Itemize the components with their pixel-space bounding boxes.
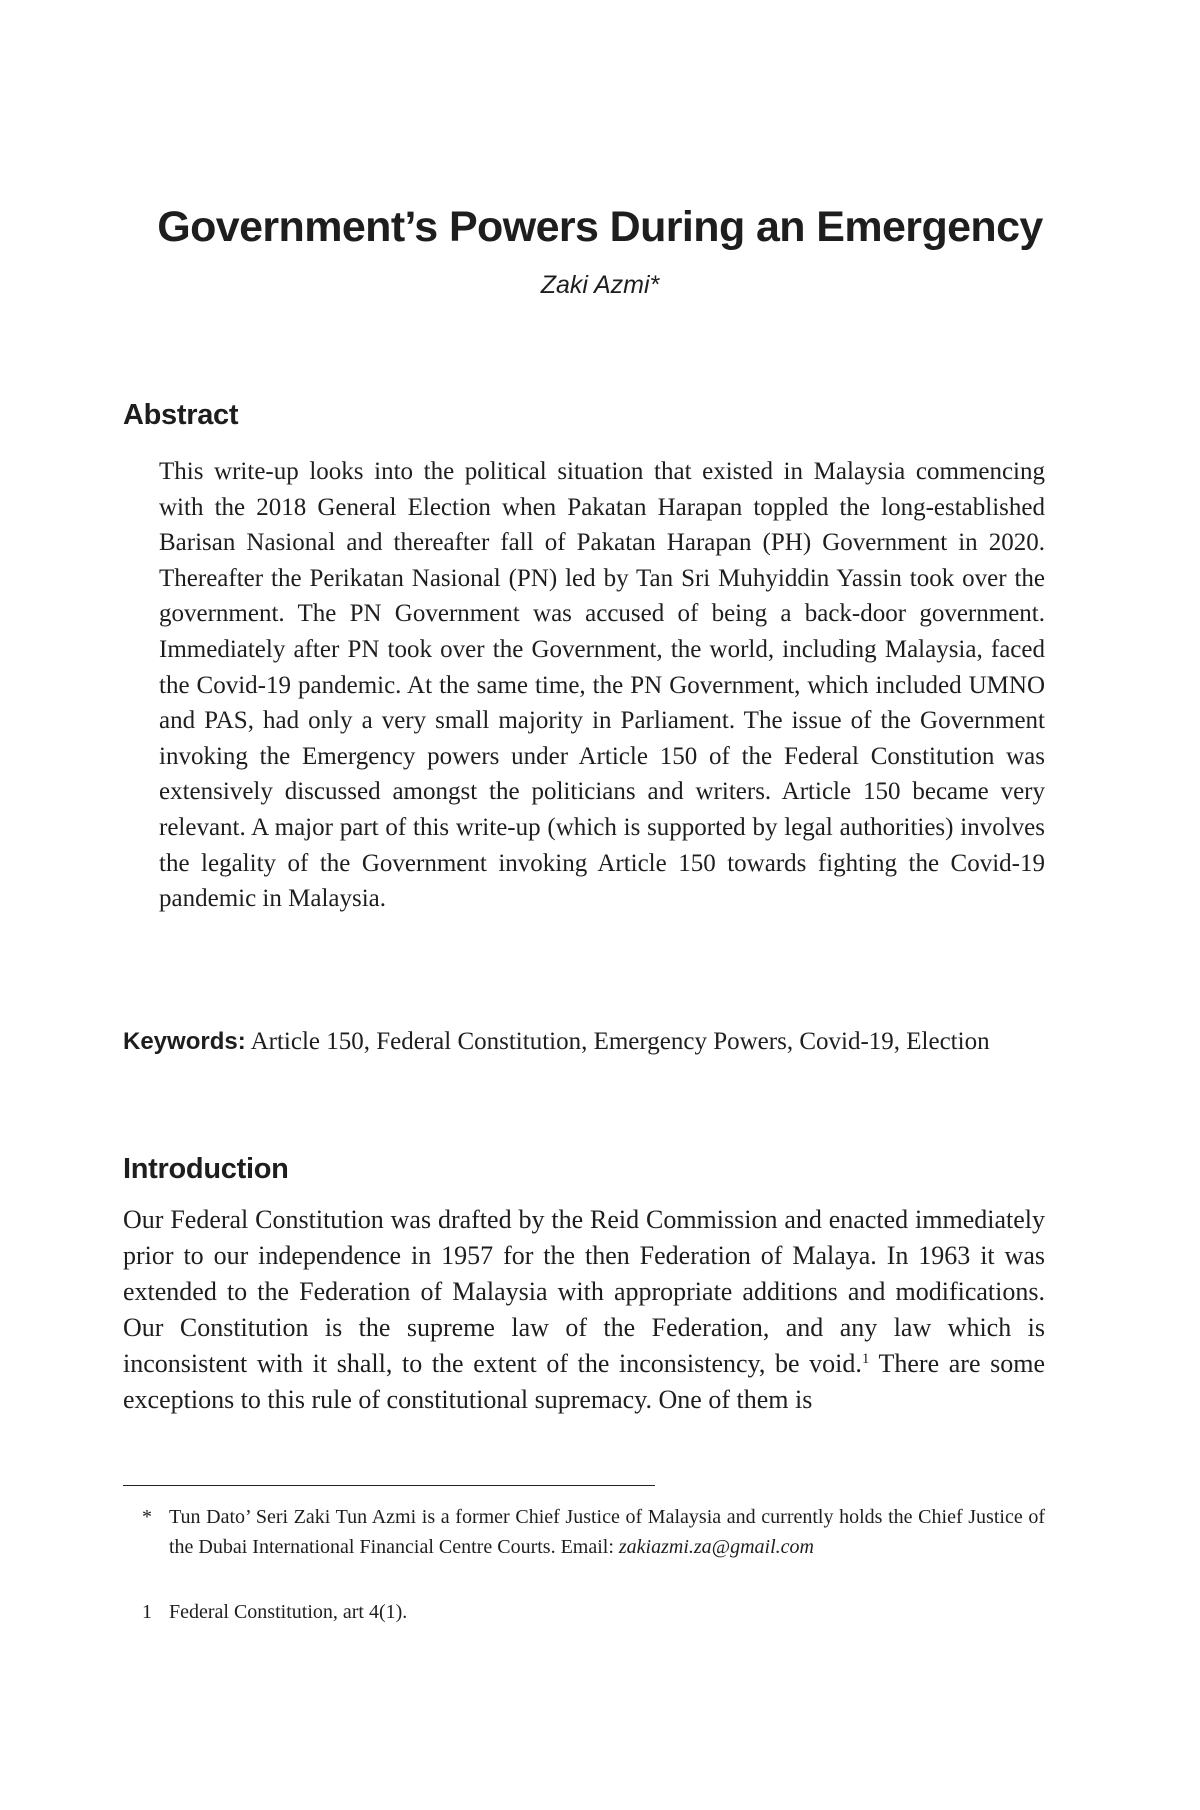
abstract-heading: Abstract [123,399,239,431]
keywords-text: Article 150, Federal Constitution, Emergency Powers, Covid-19, Election [250,1028,990,1055]
footnote-text [169,1503,1045,1562]
author-name: Zaki Azmi [540,271,650,299]
introduction-body [123,1202,1045,1418]
author-line [0,270,1200,300]
footnote-author [123,1503,1045,1562]
footnote-mark: * [142,1506,152,1528]
footnote-text: Federal Constitution, art 4(1). [169,1601,408,1623]
keywords-label: Keywords: [123,1028,246,1055]
paper-title: Government’s Powers During an Emergency [157,203,1043,251]
author-email-link[interactable]: zakiazmi.za@gmail.com [618,1535,814,1558]
footnote-1 [123,1598,1045,1628]
footnote-author-text: Tun Dato’ Seri Zaki Tun Azmi is a former Chief Justice of Malaysia and currently holds the Chief Justice of the Dubai International Financial Centre Courts. Email: [169,1506,1045,1558]
abstract-body: This write-up looks into the political situation that existed in Malaysia commencing with the 2018 General Election when Pakatan Harapan toppled the long-established Barisan Nasional and thereafter fall of Pakatan Harapan (PH) Government in 2020. Thereafter the Perikatan Nasional (PN) led by Tan Sri Muhyiddin Yassin took over the government. The PN Government was accused of being a back-door government. Immediately after PN took over the Government, the world, including Malaysia, faced the Covid-19 pandemic. At the same time, the PN Government, which included UMNO and PAS, had only a very small majority in Parliament. The issue of the Government invoking the Emergency powers under Article 150 of the Federal Constitution was extensively discussed amongst the politicians and writers. Article 150 became very relevant. A major part of this write-up (which is supported by legal authorities) involves the legality of the Government invoking Article 150 towards fighting the Covid-19 pandemic in Malaysia. [159,458,1045,913]
author-footnote-mark: * [649,271,660,299]
footnote-divider [123,1485,655,1486]
introduction-text-part1: Our Federal Constitution was drafted by the Reid Commission and enacted immediately prior to our independence in 1957 for the then Federation of Malaya. In 1963 it was extended to the Federation of Malaysia with appropriate additions and modifications. Our Constitution is the supreme law of the Federation, and any law which is inconsistent with it shall, to the extent of the inconsistency, be void. [123,1205,1045,1378]
footnote-mark: 1 [142,1601,152,1623]
introduction-heading: Introduction [123,1153,289,1185]
keywords-line [123,1024,1045,1060]
footnote-reference-1[interactable]: 1 [861,1351,870,1367]
introduction-text-part2: There are some exceptions to this rule of constitutional supremacy. One of them is [123,1349,1045,1414]
